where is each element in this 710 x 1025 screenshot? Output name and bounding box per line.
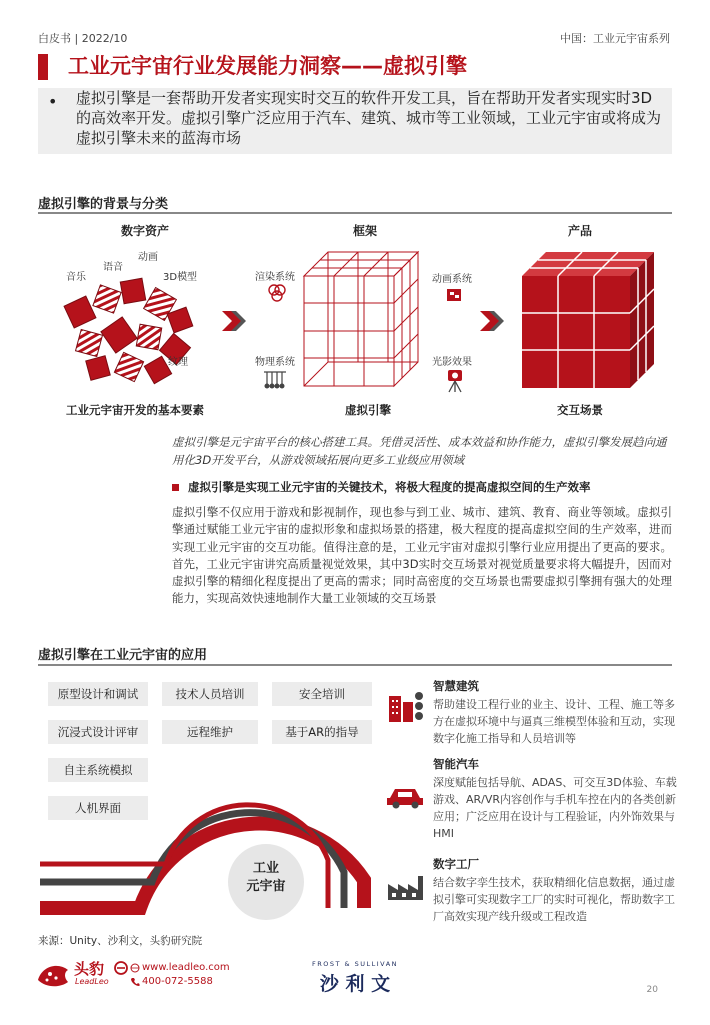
chip-autonomous-simulation: 自主系统模拟 — [48, 758, 148, 782]
phone-number: 400-072-5588 — [142, 976, 213, 987]
chip-safety-training: 安全培训 — [272, 682, 372, 706]
globe-icon — [130, 963, 140, 973]
app-desc-smart-building: 帮助建设工程行业的业主、设计、工程、施工等多方在虚拟环境中与逼真三维模型体验和互动，实现数字化施工指导和人员培训等 — [433, 698, 675, 745]
e-logo-icon — [114, 961, 128, 975]
summary-bullet: • — [48, 92, 58, 111]
brand-english: LeadLeo — [75, 977, 109, 986]
app-title-smart-car: 智能汽车 — [433, 757, 479, 771]
leopard-logo-icon — [36, 960, 72, 990]
website-link[interactable]: www.leadleo.com — [142, 962, 230, 973]
app-desc-smart-car: 深度赋能包括导航、ADAS、可交互3D体验、车载游戏、AR/VR内容创作与手机车控在内的各类创新应用；广泛应用在设计与工程验证，内外饰效果与HMI — [433, 776, 677, 840]
series-tag: 中国：工业元宇宙系列 — [560, 32, 670, 45]
animation-icon — [444, 286, 466, 306]
engine-note: 虚拟引擎是元宇宙平台的核心搭建工具。凭借灵活性、成本效益和协作能力，虚拟引擎发展趋向通用化3D开发平台，从游戏领域拓展向更多工业级应用领域 — [172, 435, 667, 467]
page-number: 20 — [646, 985, 658, 995]
asset-label-3d-model: 3D模型 — [163, 272, 198, 283]
phone-icon — [130, 977, 140, 987]
asset-label-music: 音乐 — [66, 272, 86, 283]
digital-assets-caption: 工业元宇宙开发的基本要素 — [66, 403, 204, 417]
chevron-right-icon — [222, 308, 250, 334]
key-point-heading: 虚拟引擎是实现工业元宇宙的关键技术，将极大程度的提高虚拟空间的生产效率 — [188, 480, 591, 494]
page-title: 工业元宇宙行业发展能力洞察——虚拟引擎 — [68, 54, 467, 78]
chevron-right-icon — [480, 308, 508, 334]
center-label-line1: 工业 — [252, 861, 279, 876]
factory-icon — [386, 872, 426, 902]
digital-assets-title: 数字资产 — [120, 224, 169, 238]
app-title-smart-building: 智慧建筑 — [433, 679, 479, 693]
center-label-line2: 元宇宙 — [246, 879, 286, 894]
chip-immersive-review: 沉浸式设计评审 — [48, 720, 148, 744]
body-paragraph: 虚拟引擎不仅应用于游戏和影视制作，现也参与到工业、城市、建筑、教育、商业等领域。虚拟引擎通过赋能工业元宇宙的虚拟形象和虚拟场景的搭建，极大程度的提高虚拟空间的生产效率，进而实现工业元宇宙的交互功能。值得注意的是，工业元宇宙对虚拟引擎行业应用提出了更高的要求。首先，工业元宇宙讲究高质量视觉效果，其中3D实时交互场景对视觉质量要求将大幅提升，因而对虚拟引擎的精细化程度提出了更高的需求；同时高密度的交互场景也需要虚拟引擎拥有强大的处理能力，实现高效快速地制作大量工业领域的交互场景 — [172, 505, 672, 606]
physics-icon — [262, 370, 288, 392]
product-caption: 交互场景 — [557, 403, 603, 417]
app-title-digital-factory: 数字工厂 — [433, 857, 479, 871]
framework-label-physics: 物理系统 — [255, 357, 295, 368]
framework-label-rendering: 渲染系统 — [255, 272, 295, 283]
framework-label-animation: 动画系统 — [432, 274, 472, 285]
chip-remote-maintenance: 远程维护 — [162, 720, 258, 744]
rendering-icon — [266, 283, 288, 303]
center-metaverse-label — [232, 860, 300, 896]
car-icon — [386, 782, 426, 810]
chip-ar-guidance: 基于AR的指导 — [272, 720, 372, 744]
section-title-applications: 虚拟引擎在工业元宇宙的应用 — [38, 648, 208, 663]
chip-hmi: 人机界面 — [48, 796, 148, 820]
report-tag: 白皮书 | 2022/10 — [38, 32, 128, 45]
product-solid-cube — [516, 246, 666, 396]
section-title-background: 虚拟引擎的背景与分类 — [38, 197, 169, 212]
product-title: 产品 — [567, 224, 592, 238]
summary-text: 虚拟引擎是一套帮助开发者实现实时交互的软件开发工具，旨在帮助开发者实现实时3D的高效率开发。虚拟引擎广泛应用于汽车、建筑、城市等工业领域，工业元宇宙或将成为虚拟引擎未来的蓝海市场 — [76, 89, 662, 147]
source-note: 来源：Unity、沙利文，头豹研究院 — [38, 935, 203, 947]
asset-label-animation: 动画 — [138, 252, 158, 263]
framework-label-lighting: 光影效果 — [432, 357, 472, 368]
title-marker — [38, 54, 48, 80]
asset-label-voice: 语音 — [103, 262, 123, 273]
asset-label-texture: 纹理 — [168, 357, 188, 368]
chip-prototype-debug: 原型设计和调试 — [48, 682, 148, 706]
section-divider — [38, 664, 672, 666]
lighting-icon — [445, 368, 465, 394]
partner-logo-small: FROST & SULLIVAN — [311, 960, 399, 968]
building-icon — [386, 688, 426, 724]
metaverse-arc-graphic — [40, 760, 380, 920]
brand-name: 头豹 — [74, 960, 105, 978]
framework-wireframe-cube — [298, 246, 428, 396]
framework-caption: 虚拟引擎 — [345, 403, 391, 417]
key-point-bullet — [172, 484, 179, 491]
partner-logo-cn: 沙 利 文 — [319, 973, 391, 995]
app-desc-digital-factory: 结合数字孪生技术，获取精细化信息数据，通过虚拟引擎可实现数字工厂的实时可视化，帮助数字工厂高效实现产线升级或工程改造 — [433, 876, 675, 923]
section-divider — [38, 212, 672, 214]
chip-technician-training: 技术人员培训 — [162, 682, 258, 706]
framework-title: 框架 — [352, 224, 377, 238]
